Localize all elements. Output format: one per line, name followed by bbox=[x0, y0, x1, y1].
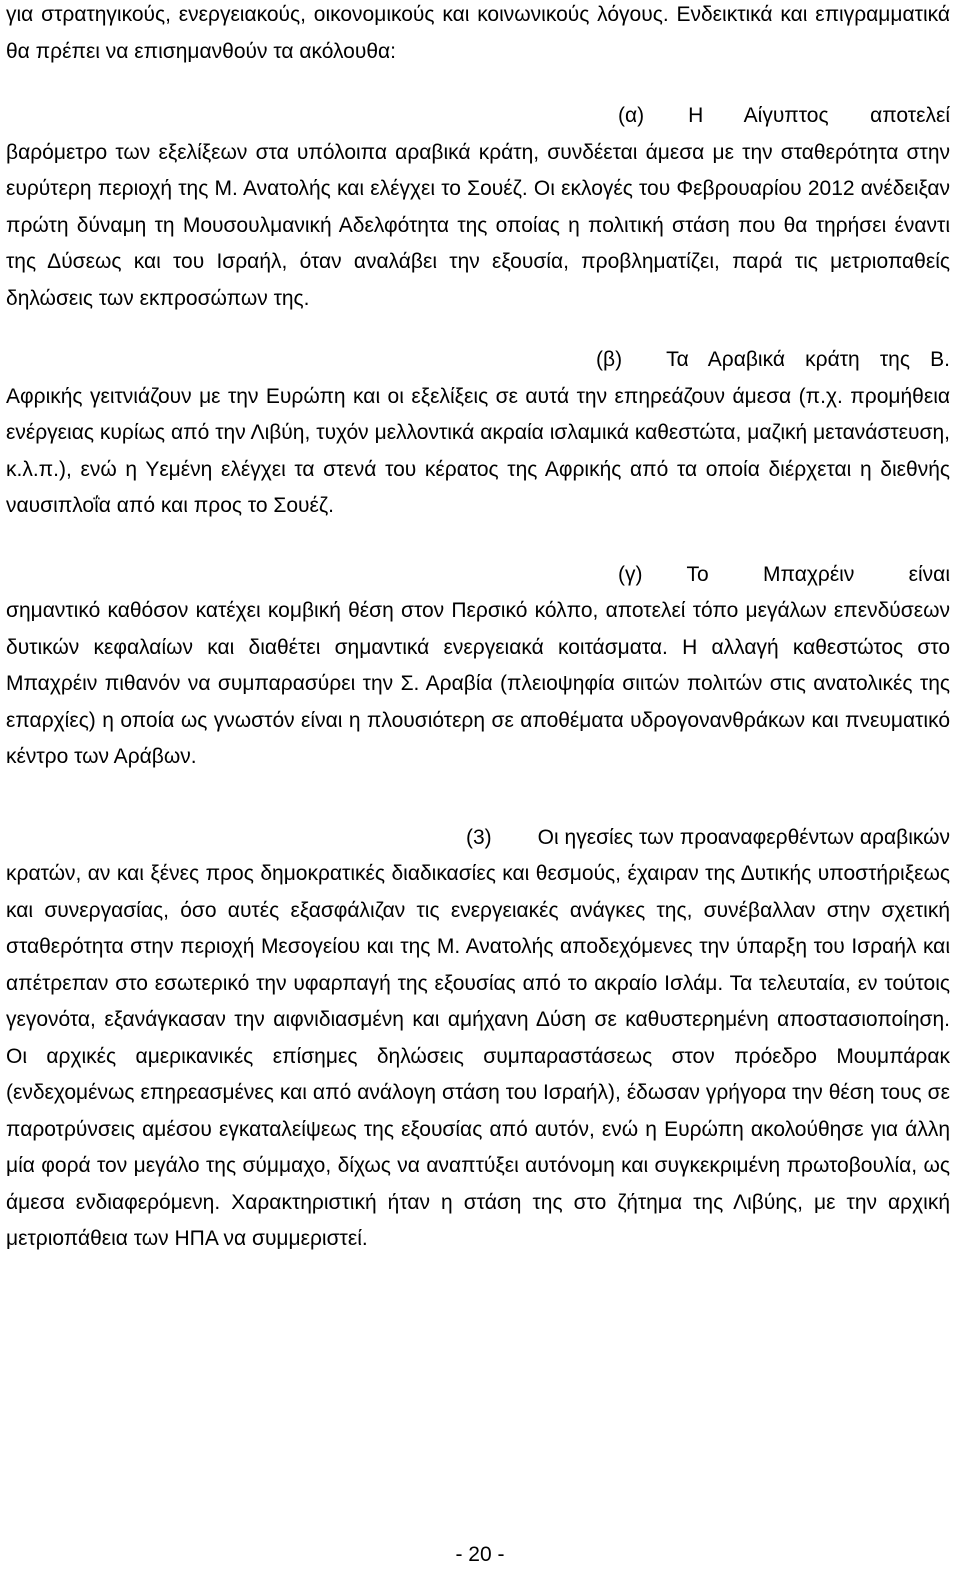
paragraph-intro-text: για στρατηγικούς, ενεργειακούς, οικονομικούς και κοινωνικούς λόγους. Ενδεικτικά και επιγραμματικά θα πρέπει να επισημανθούν τα ακόλουθα: bbox=[6, 3, 950, 63]
paragraph-b-text: Τα Αραβικά κράτη της Β. Αφρικής γειτνιάζουν με την Ευρώπη και οι εξελίξεις σε αυτά την επηρεάζουν άμεσα (π.χ. προμήθεια ενέργειας κυρίως από την Λιβύη, τυχόν μελλοντικά ακραία ισλαμικά καθεστώτα, μαζική μετανάστευση, κ.λ.π.), ενώ η Υεμένη ελέγχει τα στενά του κέρατος της Αφρικής από τα οποία διέρχεται η διεθνής ναυσιπλοΐα από και προς το Σουέζ. bbox=[6, 348, 950, 517]
paragraph-b bbox=[6, 342, 950, 525]
paragraph-a-marker: (α) bbox=[618, 104, 645, 127]
paragraph-c-text: Το Μπαχρέιν είναι σημαντικό καθόσον κατέχει κομβική θέση στον Περσικό κόλπο, αποτελεί τόπο μεγάλων επενδύσεων δυτικών κεφαλαίων και διαθέτει σημαντικά ενεργειακά κοιτάσματα. Η αλλαγή καθεστώτος στο Μπαχρέιν πιθανόν να συμπαρασύρει την Σ. Αραβία (πλειοψηφία σιιτών πολιτών στις ανατολικές της επαρχίες) η οποία ως γνωστόν είναι η πλουσιότερη σε αποθέματα υδρογονανθράκων και πνευματικό κέντρο των Αράβων. bbox=[6, 562, 950, 768]
paragraph-3-text: Οι ηγεσίες των προαναφερθέντων αραβικών κρατών, αν και ξένες προς δημοκρατικές διαδικασίες και θεσμούς, έχαιραν της Δυτικής υποστήριξεως και συνεργασίας, όσο αυτές εξασφάλιζαν τις ενεργειακές ανάγκες της, συνέβαλλαν στην σχετική σταθερότητα στην περιοχή Μεσογείου και της Μ. Ανατολής αποδεχόμενες την ύπαρξη του Ισραήλ και απέτρεπαν στο εσωτερικό την υφαρπαγή της εξουσίας από το ακραίο Ισλάμ. Τα τελευταία, εν τούτοις γεγονότα, εξανάγκασαν την αιφνιδιασμένη και αμήχανη Δύση σε καθυστερημένη αποστασιοποίηση. Οι αρχικές αμερικανικές επίσημες δηλώσεις συμπαραστάσεως στον πρόεδρο Μουμπάρακ (ενδεχομένως επηρεασμένες και από ανάλογη στάση του Ισραήλ), έδωσαν γρήγορα την θέση τους σε παροτρύνσεις αμέσου εγκαταλείψεως της εξουσίας από αυτόν, ενώ η Ευρώπη ακολούθησε για άλλη μία φορά τον μεγάλο της σύμμαχο, δίχως να αναπτύξει αυτόνομη και συγκεκριμένη πρωτοβουλία, ως άμεσα ενδιαφερόμενη. Χαρακτηριστική ήταν η στάση της στο ζήτημα της Λιβύης, με την αρχική μετριοπάθεια των ΗΠΑ να συμμεριστεί. bbox=[6, 825, 950, 1250]
document-page bbox=[6, 0, 950, 1258]
paragraph-3-marker: (3) bbox=[466, 825, 492, 849]
paragraph-b-marker: (β) bbox=[596, 348, 623, 371]
paragraph-intro bbox=[6, 0, 950, 70]
paragraph-c bbox=[6, 557, 950, 776]
paragraph-a bbox=[6, 98, 950, 317]
paragraph-c-marker: (γ) bbox=[618, 562, 643, 586]
page-number: - 20 - bbox=[455, 1543, 505, 1566]
paragraph-a-text: Η Αίγυπτος αποτελεί βαρόμετρο των εξελίξεων στα υπόλοιπα αραβικά κράτη, συνδέεται άμεσα με την σταθερότητα στην ευρύτερη περιοχή της Μ. Ανατολής και ελέγχει το Σουέζ. Οι εκλογές του Φεβρουαρίου 2012 ανέδειξαν πρώτη δύναμη τη Μουσουλμανική Αδελφότητα της οποίας η πολιτική στάση που θα τηρήσει έναντι της Δύσεως και του Ισραήλ, όταν αναλάβει την εξουσία, προβληματίζει, παρά τις μετριοπαθείς δηλώσεις των εκπροσώπων της. bbox=[6, 104, 950, 310]
paragraph-3 bbox=[6, 820, 950, 1258]
